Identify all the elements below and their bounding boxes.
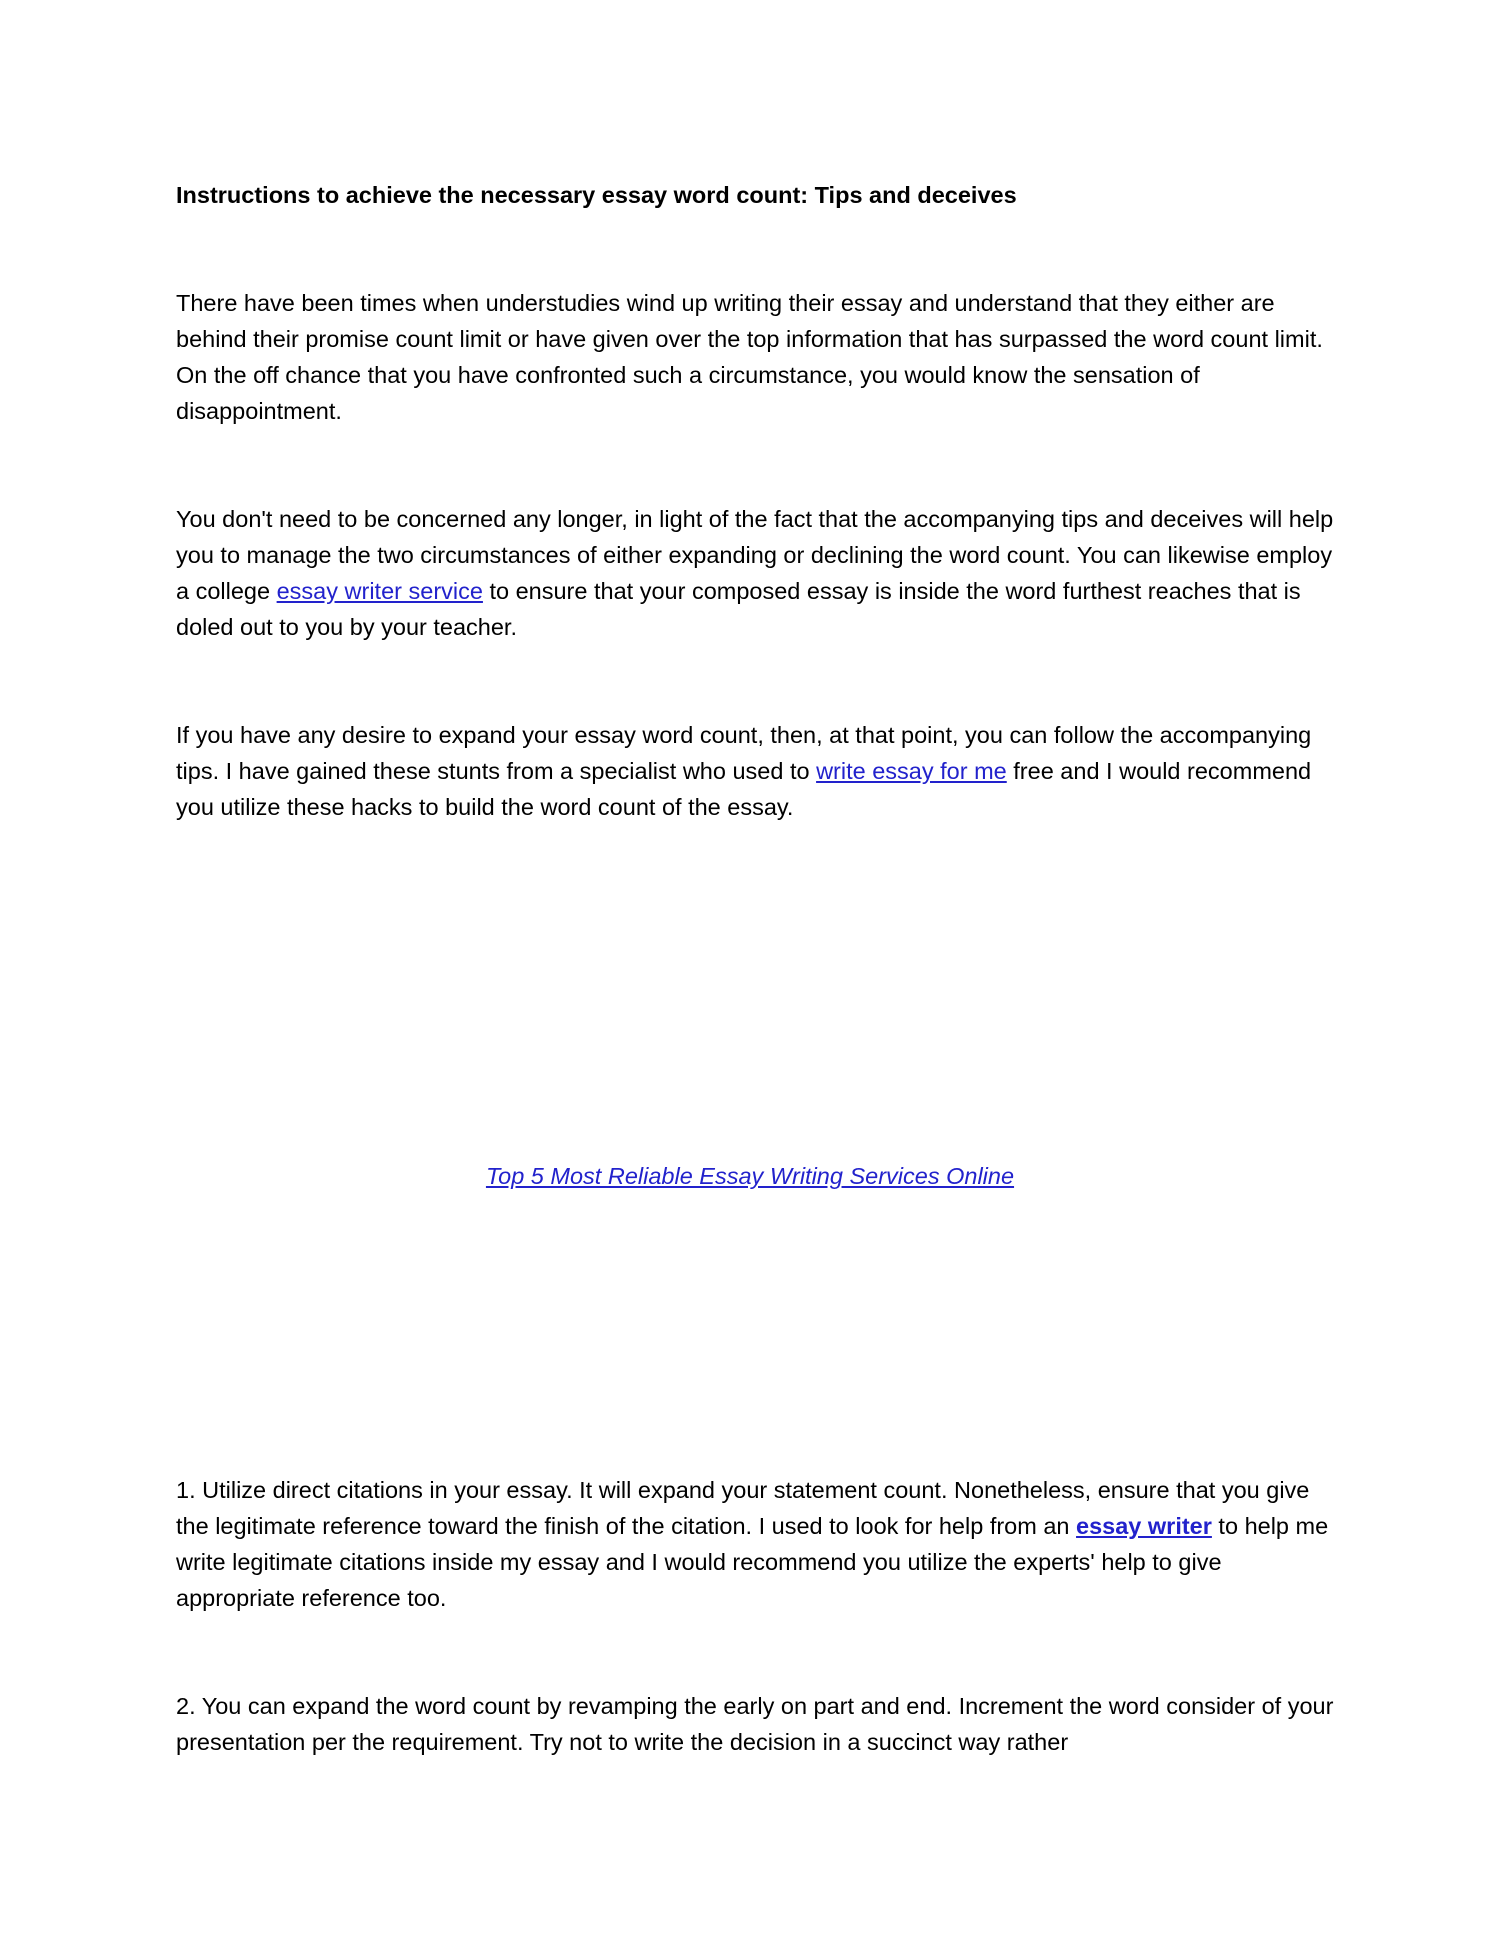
paragraph-tip-1 [176,1472,1336,1616]
paragraph-concern [176,501,1336,645]
paragraph-intro: There have been times when understudies wind up writing their essay and understand that they either are behind their promise count limit or have given over the top information that has surpassed the word count limit. On the off chance that you have confronted such a circumstance, you would know the sensation of disappointment. [176,290,1323,424]
paragraph-text: to ensure that your composed essay is inside the word furthest reaches that is doled out to you by your teacher. [176,578,1301,640]
document-title: Instructions to achieve the necessary essay word count: Tips and deceives [176,182,1017,208]
paragraph-text: If you have any desire to expand your essay word count, then, at that point, you can follow the accompanying tips. I have gained these stunts from a specialist who used to [176,722,1312,784]
paragraph-tip-2: 2. You can expand the word count by revamping the early on part and end. Increment the word consider of your presentation per the requirement. Try not to write the decision in a succinct way rather [176,1693,1334,1755]
paragraph-text: You don't need to be concerned any longer, in light of the fact that the accompanying tips and deceives will help you to manage the two circumstances of either expanding or declining the word count. You can likewise employ a college [176,506,1334,604]
write-essay-for-me-link[interactable]: write essay for me [816,758,1007,784]
paragraph-text: free and I would recommend you utilize these hacks to build the word count of the essay. [176,758,1312,820]
paragraph-text: 1. Utilize direct citations in your essay. It will expand your statement count. Nonetheless, ensure that you give the legitimate reference toward the finish of the citation. I used to look for help from an [176,1477,1310,1539]
paragraph-text: to help me write legitimate citations inside my essay and I would recommend you utilize the experts' help to give appropriate reference too. [176,1513,1329,1611]
essay-writer-service-link[interactable]: essay writer service [276,578,483,604]
essay-writer-link[interactable]: essay writer [1076,1513,1212,1539]
center-link-container [0,1158,1500,1194]
top-5-services-link[interactable]: Top 5 Most Reliable Essay Writing Services Online [485,1163,1015,1189]
paragraph-expand [176,717,1336,825]
